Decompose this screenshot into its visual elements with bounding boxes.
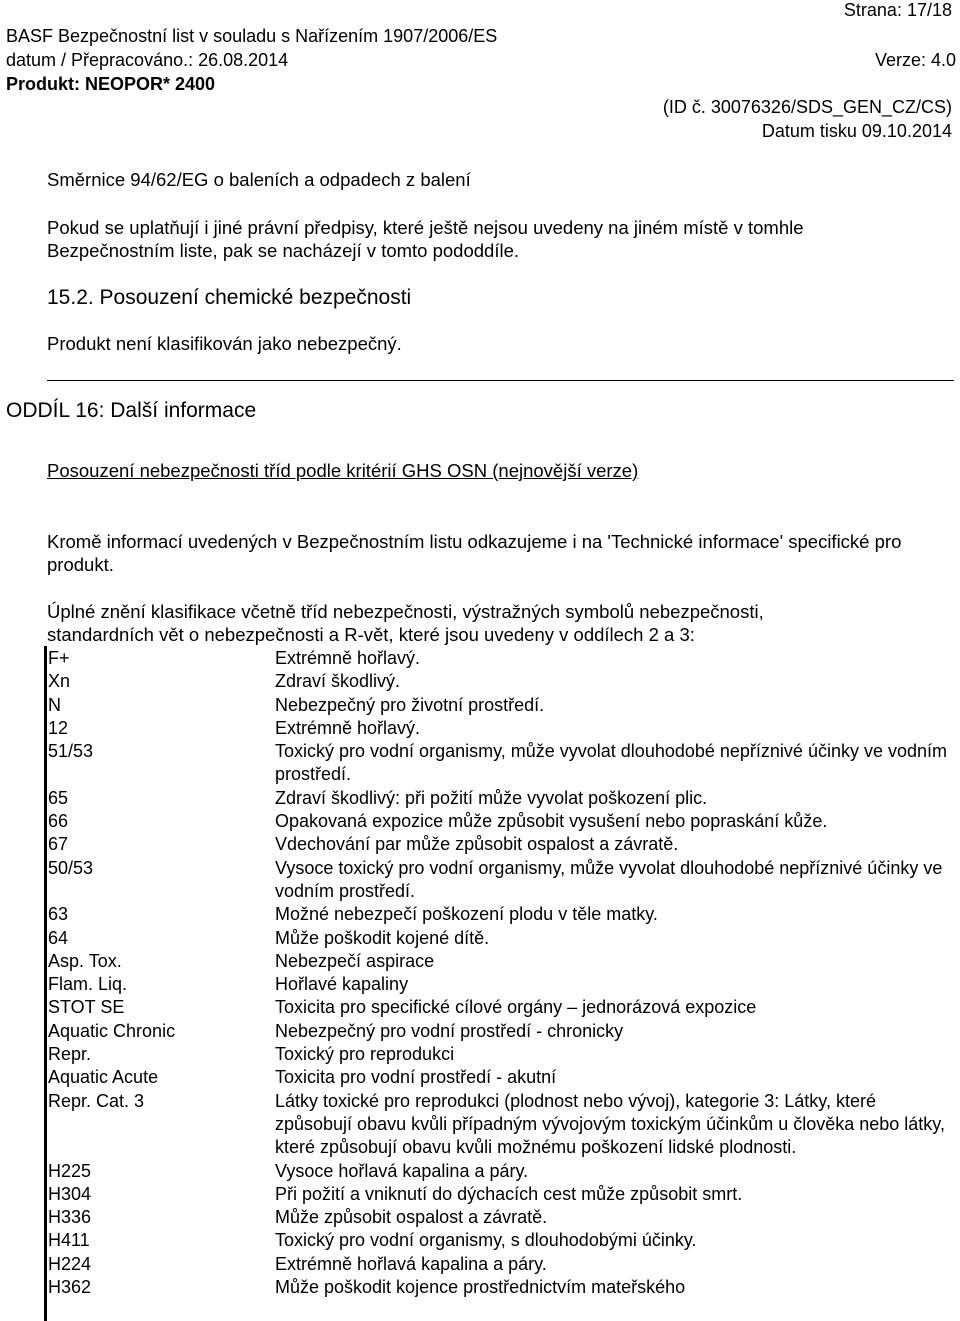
legend-description: Nebezpečný pro vodní prostředí - chronicky [275,1020,624,1041]
legend-description: Extrémně hořlavá kapalina a páry. [275,1253,547,1274]
legend-description: Zdraví škodlivý. [275,671,401,692]
legend-description: Opakovaná expozice může způsobit vysušení nebo popraskání kůže. [275,811,828,832]
product-name: Produkt: NEOPOR* 2400 [6,74,216,94]
legend-code: Flam. Liq. [48,974,128,995]
legend-code: H225 [48,1160,92,1181]
section-15-2-heading: 15.2. Posouzení chemické bezpečnosti [47,286,412,309]
legend-description: Vdechování par může způsobit ospalost a závratě. [275,834,679,855]
legend-row [48,717,948,740]
legend-row [48,1183,948,1206]
legend-description: Může způsobit ospalost a závratě. [275,1207,548,1228]
legend-code: 63 [48,904,69,925]
legend-row [48,694,948,717]
document-title: BASF Bezpečnostní list v souladu s Nařízením 1907/2006/ES [6,26,498,46]
directive-text: Směrnice 94/62/EG o baleních a odpadech z balení [47,169,471,190]
legend-row [48,1276,948,1299]
legend-code: F+ [48,648,70,668]
legend-description: Vysoce hořlavá kapalina a páry. [275,1160,529,1181]
legend-code: 50/53 [48,857,94,878]
legend-code: 51/53 [48,741,94,762]
legend-description: Toxicita pro specifické cílové orgány – jednorázová expozice [275,997,757,1018]
technical-info-text: Kromě informací uvedených v Bezpečnostním listu odkazujeme i na 'Technické informace' specifické pro produkt. [47,531,902,575]
full-text-intro: Úplné znění klasifikace včetně tříd nebezpečnosti, výstražných symbolů nebezpečnosti, standardních vět o nebezpečnosti a R-vět, které jsou uvedeny v oddílech 2 a 3: [47,601,764,645]
legend-description: Toxicita pro vodní prostředí - akutní [275,1067,557,1088]
legend-margin-bar [44,646,47,1321]
legend-row [48,1229,948,1252]
legend-description: Toxický pro vodní organismy, s dlouhodobými účinky. [275,1230,697,1251]
legend-code: Xn [48,671,71,692]
legend-row [48,1160,948,1183]
legend-row [48,1066,948,1089]
legend-code: 66 [48,811,69,832]
legend-description: Může poškodit kojené dítě. [275,927,490,948]
legend-description: Zdraví škodlivý: při požití může vyvolat poškození plic. [275,787,708,808]
legend-code: 64 [48,927,69,948]
legend-row [48,1043,948,1066]
legend-description: Nebezpečí aspirace [275,950,435,971]
other-regulations-text: Pokud se uplatňují i jiné právní předpisy, které ještě nejsou uvedeny na jiném místě v tomhle Bezpečnostním liste, pak se nacházejí v tomto pododdíle. [47,217,804,261]
legend-row [48,787,948,810]
legend-code: H224 [48,1253,92,1274]
version: Verze: 4.0 [874,50,956,70]
section-16-heading: ODDÍL 16: Další informace [6,399,257,422]
legend-code: 65 [48,787,69,808]
document-id: (ID č. 30076326/SDS_GEN_CZ/CS) [662,97,952,117]
legend-row [48,903,948,926]
legend-row [48,1020,948,1043]
section-divider [47,380,954,381]
legend-row [48,1253,948,1276]
legend-code: Repr. [48,1044,92,1065]
legend-description: Hořlavé kapaliny [275,974,409,995]
legend-description: Může poškodit kojence prostřednictvím mateřského [275,1277,686,1298]
legend-row [48,996,948,1019]
legend-description: Vysoce toxický pro vodní organismy, může vyvolat dlouhodobé nepříznivé účinky ve vodním prostředí. [275,857,943,901]
legend-description: Extrémně hořlavý. [275,648,421,668]
print-date: Datum tisku 09.10.2014 [761,121,952,141]
legend-description: Toxický pro vodní organismy, může vyvolat dlouhodobé nepříznivé účinky ve vodním prostředí. [275,741,948,785]
legend-code: H304 [48,1183,92,1204]
legend-row [48,1206,948,1229]
legend-description: Nebezpečný pro životní prostředí. [275,694,545,715]
revision-date: datum / Přepracováno.: 26.08.2014 [6,50,289,70]
legend-code: H411 [48,1230,90,1251]
legend-code: Aquatic Chronic [48,1020,176,1041]
assessment-heading: Posouzení nebezpečnosti tříd podle kritérií GHS OSN (nejnovější verze) [47,460,639,481]
legend-code: H336 [48,1207,92,1228]
legend-code: N [48,694,61,715]
legend-row [48,1090,948,1160]
legend-code: H362 [48,1277,92,1298]
legend-code: Asp. Tox. [48,950,122,971]
legend-row [48,950,948,973]
legend-row [48,670,948,693]
legend-code: Repr. Cat. 3 [48,1090,145,1111]
legend-code: 12 [48,717,69,738]
legend-row [48,973,948,996]
legend-code: 67 [48,834,69,855]
legend-code: STOT SE [48,997,125,1018]
legend-description: Extrémně hořlavý. [275,717,421,738]
not-classified-text: Produkt není klasifikován jako nebezpečný. [47,333,402,354]
legend-row [48,857,948,904]
legend-row [48,927,948,950]
legend-description: Látky toxické pro reprodukci (plodnost nebo vývoj), kategorie 3: Látky, které způsobují obavu kvůli případným vývojovým toxickým účinkům u člověka nebo látky, které způsobují obavu kvůli možnému poškození lidské plodnosti. [275,1090,945,1158]
legend-code: Aquatic Acute [48,1067,159,1088]
legend-description: Při požití a vniknutí do dýchacích cest může způsobit smrt. [275,1183,743,1204]
legend-row [48,810,948,833]
legend-row [48,647,948,670]
legend-description: Toxický pro reprodukci [275,1044,455,1065]
page-number: Strana: 17/18 [843,0,952,20]
legend-row [48,833,948,856]
classification-legend [48,647,948,1299]
legend-description: Možné nebezpečí poškození plodu v těle matky. [275,904,658,925]
legend-row [48,740,948,787]
